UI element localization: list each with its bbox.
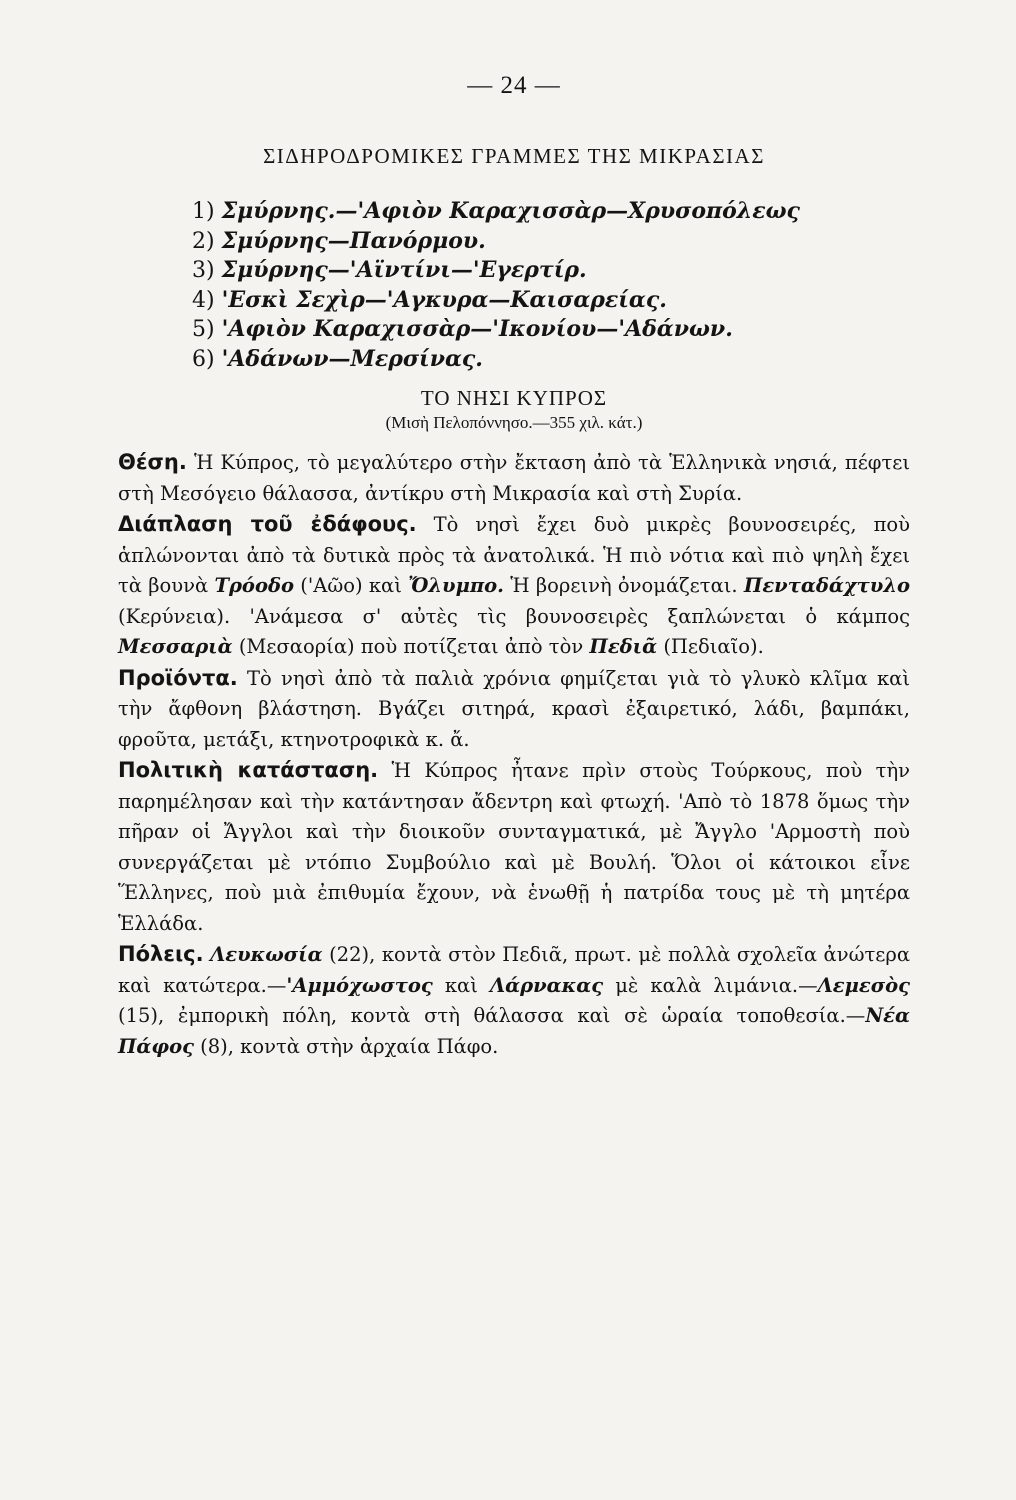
paragraph-text: (8), κοντὰ στὴν ἀρχαία Πάφο. <box>193 1034 499 1058</box>
page-number: — 24 — <box>467 72 561 99</box>
paragraph-text: Ἡ βορεινὴ ὀνομάζεται. <box>503 574 744 597</box>
place-name: Λευκωσία <box>210 943 323 966</box>
list-item: 2) Σμύρνης—Πανόρμου. <box>192 227 486 254</box>
place-name: 'Αμμόχωστος <box>286 973 433 997</box>
cyprus-section-title: ΤΟ ΝΗΣΙ ΚΥΠΡΟΣ <box>420 386 608 410</box>
paragraph-text: Ἡ Κύπρος ἦτανε πρὶν στοὺς Τούρκους, ποὺ τὴν παρημέλησαν καὶ τὴν κατάντησαν ἄδεντρη καὶ φτωχή. 'Απὸ τὸ 1878 ὅμως τὴν πῆραν οἱ Ἄγγλοι καὶ τὴν διοικοῦν συνταγματικά, μὲ Ἄγγλο 'Αρμοστὴ ποὺ συνεργάζεται μὲ ντόπιο Συμβούλιο καὶ μὲ Βουλή. Ὅλοι οἱ κάτοικοι εἶνε Ἕλληνες, ποὺ μιὰ ἐπιθυμία ἔχουν, νὰ ἑνωθῇ ἡ πατρίδα τους μὲ τὴ μητέρα Ἑλλάδα. <box>118 759 910 935</box>
place-name: Λεμεσὸς <box>817 973 910 997</box>
cyprus-section-subtitle: (Μισὴ Πελοπόννησο.—355 χιλ. κάτ.) <box>385 413 643 432</box>
paragraph-text: μὲ καλὰ λιμάνια.— <box>603 973 818 997</box>
paragraph-diaplasi <box>118 509 910 663</box>
paragraph-proionta <box>118 663 910 756</box>
paragraph-heading: Θέση. <box>118 450 187 474</box>
place-name: Νέα Πάφος <box>118 1004 910 1058</box>
paragraph-politiki <box>118 755 910 939</box>
paragraph-thesi <box>118 447 910 509</box>
book-page <box>118 60 910 1062</box>
place-name: Πεδιᾶ <box>589 635 658 658</box>
list-item: 3) Σμύρνης—'Αϊντίνι—'Εγερτίρ. <box>192 257 587 283</box>
place-name: Λάρνακας <box>489 973 604 997</box>
place-name: Τρόοδο <box>214 574 294 597</box>
paragraph-heading: Πόλεις. <box>118 942 204 966</box>
paragraph-text: Τὸ νησὶ ἀπὸ τὰ παλιὰ χρόνια φημίζεται γιὰ τὸ γλυκὸ κλῖμα καὶ τὴν ἄφθονη βλάστηση. Βγάζει σιτηρά, κρασὶ ἐξαιρετικό, λάδι, βαμπάκι, φροῦτα, μετάξι, κτηνοτροφικὰ κ. ἄ. <box>118 666 910 751</box>
list-item: 4) 'Εσκὶ Σεχὶρ—'Αγκυρα—Καισαρείας. <box>192 286 667 313</box>
paragraph-text: (Κερύνεια). 'Ανάμεσα σ' αὐτὲς τὶς βουνοσειρὲς ξαπλώνεται ὁ κάμπος <box>118 604 910 628</box>
list-item: 5) 'Αφιὸν Καραχισσὰρ—'Ικονίου—'Αδάνων. <box>192 316 733 342</box>
list-item: 6) 'Αδάνων—Μερσίνας. <box>192 345 483 372</box>
place-name: Ὄλυμπο. <box>408 574 504 597</box>
paragraph-text: (22), κοντὰ στὸν Πεδιᾶ, πρωτ. μὲ πολλὰ σχολεῖα ἀνώτερα καὶ κατώτερα.— <box>118 943 911 997</box>
list-item: 1) Σμύρνης.—'Αφιὸν Καραχισσὰρ—Χρυσοπόλεως <box>192 198 800 224</box>
railway-routes-list <box>192 197 910 374</box>
paragraph-text: καὶ <box>432 973 490 997</box>
paragraph-heading: Προϊόντα. <box>118 665 238 690</box>
paragraph-text: (Πεδιαῖο). <box>657 635 764 658</box>
paragraph-text: Ἡ Κύπρος, τὸ μεγαλύτερο στὴν ἔκταση ἀπὸ τὰ Ἑλληνικὰ νησιά, πέφτει στὴ Μεσόγειο θάλασσα, ἀντίκρυ στὴ Μικρασία καὶ στὴ Συρία. <box>118 451 910 505</box>
railway-section-title: ΣΙΔΗΡΟΔΡΟΜΙΚΕΣ ΓΡΑΜΜΕΣ ΤΗΣ ΜΙΚΡΑΣΙΑΣ <box>263 144 765 168</box>
paragraph-text: (15), ἐμπορικὴ πόλη, κοντὰ στὴ θάλασσα καὶ σὲ ὡραία τοποθεσία.— <box>118 1004 866 1027</box>
paragraph-text: (Μεσαορία) ποὺ ποτίζεται ἀπὸ τὸν <box>232 635 590 658</box>
place-name: Μεσσαριὰ <box>118 635 233 658</box>
paragraph-heading: Πολιτικὴ κατάσταση. <box>118 758 379 782</box>
paragraph-text: Τὸ νησὶ ἔχει δυὸ μικρὲς βουνοσειρές, ποὺ ἁπλώνονται ἀπὸ τὰ δυτικὰ πρὸς τὰ ἀνατολικά. Ἡ πιὸ νότια καὶ πιὸ ψηλὴ ἔχει τὰ βουνὰ <box>118 513 910 597</box>
paragraph-poleis <box>118 939 910 1062</box>
paragraph-text: ('Αῶο) καὶ <box>293 574 409 597</box>
place-name: Πενταδάχτυλο <box>743 574 910 597</box>
paragraph-heading: Διάπλαση τοῦ ἐδάφους. <box>118 512 417 536</box>
